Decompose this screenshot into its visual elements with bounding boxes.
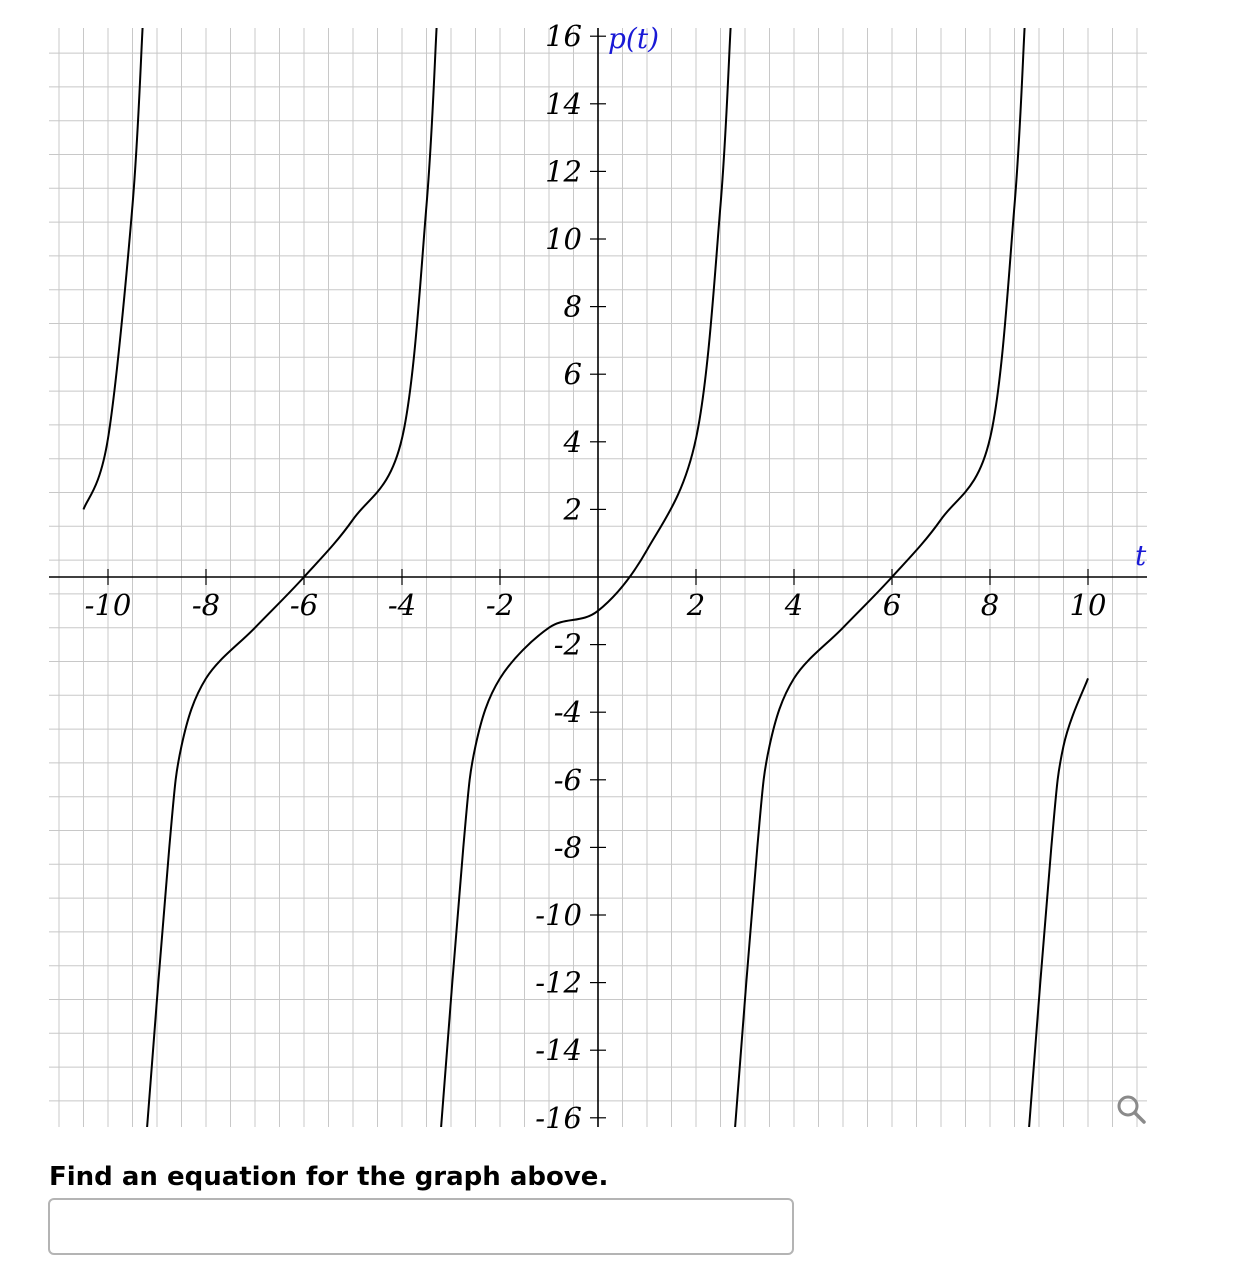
x-tick-label: -6: [289, 588, 319, 622]
question-prompt: Find an equation for the graph above.: [49, 1162, 609, 1192]
y-tick-label: -10: [535, 898, 582, 932]
y-tick-label: -4: [553, 695, 582, 730]
y-tick-label: -16: [535, 1100, 582, 1135]
x-tick-label: -4: [387, 588, 417, 622]
y-tick-label: 8: [563, 289, 582, 324]
y-tick-label: -14: [535, 1033, 582, 1068]
x-tick-label: 6: [882, 588, 902, 622]
y-tick-label: -8: [553, 830, 582, 865]
x-tick-label: 10: [1069, 588, 1107, 622]
x-tick-label: -8: [191, 588, 221, 622]
curve-branch: [1029, 678, 1088, 1131]
magnifier-icon[interactable]: [1114, 1092, 1148, 1126]
y-tick-label: 6: [563, 357, 582, 392]
x-tick-label: -10: [84, 588, 132, 622]
x-tick-label: 4: [784, 588, 804, 622]
y-tick-label: 14: [545, 86, 582, 121]
curve-branch: [84, 24, 143, 509]
y-tick-label: 2: [563, 492, 582, 527]
y-tick-label: 16: [545, 19, 582, 54]
axes: [49, 28, 1147, 1127]
answer-input[interactable]: [48, 1198, 794, 1255]
x-tick-label: 2: [686, 588, 706, 622]
y-tick-label: 10: [545, 222, 582, 256]
x-tick-label: 8: [980, 588, 1000, 622]
y-tick-label: -6: [553, 762, 582, 797]
y-tick-label: -12: [535, 965, 582, 1000]
y-tick-label: 12: [545, 154, 582, 189]
x-tick-label: -2: [485, 588, 515, 622]
y-axis-label: p(t): [608, 22, 660, 55]
x-axis-label: t: [1135, 539, 1147, 572]
y-tick-label: 4: [563, 424, 582, 459]
y-tick-label: -2: [553, 627, 582, 662]
